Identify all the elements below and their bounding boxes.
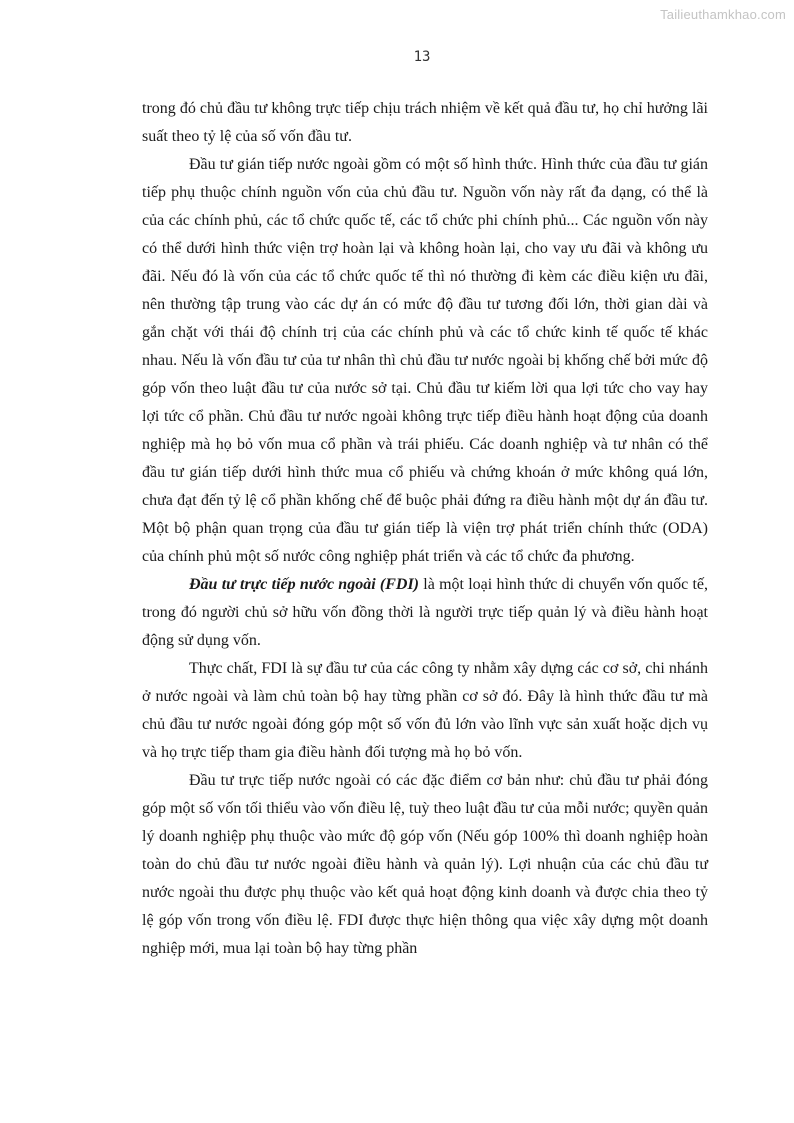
document-body	[142, 95, 708, 963]
fdi-definition-text: là một loại hình thức di chuyển vốn quốc tế, trong đó người chủ sở hữu vốn đồng thời là người trực tiếp quản lý và điều hành hoạt động sử dụng vốn.	[142, 576, 708, 649]
paragraph-continuation: trong đó chủ đầu tư không trực tiếp chịu trách nhiệm về kết quả đầu tư, họ chỉ hưởng lãi suất theo tỷ lệ của số vốn đầu tư.	[142, 100, 708, 145]
fdi-term: Đầu tư trực tiếp nước ngoài (FDI)	[189, 576, 420, 593]
watermark-text: Tailieuthamkhao.com	[660, 7, 786, 22]
paragraph-indirect-investment: Đầu tư gián tiếp nước ngoài gồm có một số hình thức. Hình thức của đầu tư gián tiếp phụ thuộc chính nguồn vốn của chủ đầu tư. Nguồn vốn này rất đa dạng, có thể là của các chính phủ, các tổ chức quốc tế, các tổ chức phi chính phủ... Các nguồn vốn này có thể dưới hình thức viện trợ hoàn lại và không hoàn lại, cho vay ưu đãi và không ưu đãi. Nếu đó là vốn của các tổ chức quốc tế thì nó thường đi kèm các điều kiện ưu đãi, nên thường tập trung vào các dự án có mức độ đầu tư tương đối lớn, thời gian dài và gắn chặt với thái độ chính trị của các chính phủ và các tổ chức kinh tế quốc tế khác nhau. Nếu là vốn đầu tư của tư nhân thì chủ đầu tư nước ngoài bị khống chế bởi mức độ góp vốn theo luật đầu tư của nước sở tại. Chủ đầu tư kiếm lời qua lợi tức cho vay hay lợi tức cổ phần. Chủ đầu tư nước ngoài không trực tiếp điều hành hoạt động của doanh nghiệp mà họ bỏ vốn mua cổ phần và trái phiếu. Các doanh nghiệp và tư nhân có thể đầu tư gián tiếp dưới hình thức mua cổ phiếu và chứng khoán ở mức không quá lớn, chưa đạt đến tỷ lệ cổ phần khống chế để buộc phải đứng ra điều hành một dự án đầu tư. Một bộ phận quan trọng của đầu tư gián tiếp là viện trợ phát triển chính thức (ODA) của chính phủ một số nước công nghiệp phát triển và các tổ chức đa phương.	[142, 156, 708, 565]
page-number: 13	[413, 49, 431, 65]
paragraph-fdi-definition	[142, 571, 708, 655]
paragraph-fdi-essence: Thực chất, FDI là sự đầu tư của các công ty nhằm xây dựng các cơ sở, chi nhánh ở nước ngoài và làm chủ toàn bộ hay từng phần cơ sở đó. Đây là hình thức đầu tư mà chủ đầu tư nước ngoài đóng góp một số vốn đủ lớn vào lĩnh vực sản xuất hoặc dịch vụ và họ trực tiếp tham gia điều hành đối tượng mà họ bỏ vốn.	[142, 660, 708, 761]
paragraph-fdi-characteristics: Đầu tư trực tiếp nước ngoài có các đặc điểm cơ bản như: chủ đầu tư phải đóng góp một số vốn tối thiểu vào vốn điều lệ, tuỳ theo luật đầu tư của mỗi nước; quyền quản lý doanh nghiệp phụ thuộc vào mức độ góp vốn (Nếu góp 100% thì doanh nghiệp hoàn toàn do chủ đầu tư nước ngoài điều hành và quản lý). Lợi nhuận của các chủ đầu tư nước ngoài thu được phụ thuộc vào kết quả hoạt động kinh doanh và được chia theo tỷ lệ góp vốn trong vốn điều lệ. FDI được thực hiện thông qua việc xây dựng một doanh nghiệp mới, mua lại toàn bộ hay từng phần	[142, 772, 708, 957]
